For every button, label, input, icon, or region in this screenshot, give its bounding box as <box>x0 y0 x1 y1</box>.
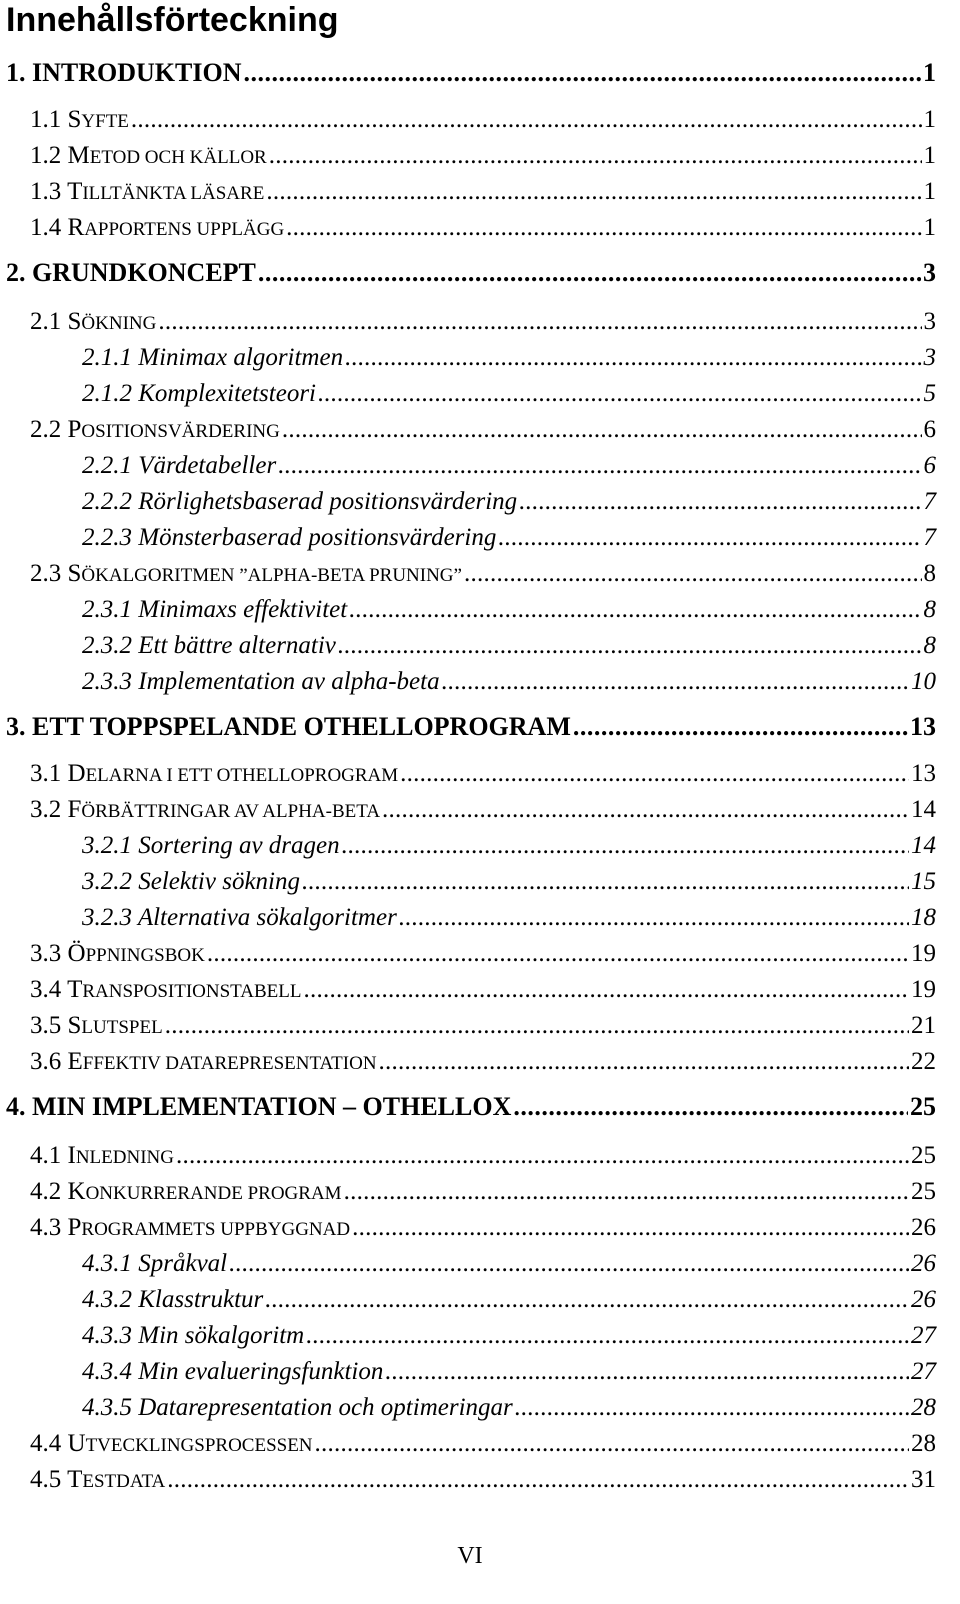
toc-entry-initial: I <box>67 1142 76 1169</box>
toc-entry-label <box>30 1214 350 1242</box>
toc-entry-label <box>30 1466 165 1494</box>
toc-entry[interactable] <box>82 380 936 408</box>
toc-entry-number: 3.2.1 <box>82 832 132 859</box>
toc-entry-number: 2.2.3 <box>82 524 132 551</box>
toc-entry[interactable] <box>30 1178 936 1206</box>
toc-entry-label <box>82 452 276 480</box>
toc-entry-number: 2.1.1 <box>82 344 132 371</box>
toc-entry-label <box>30 1430 313 1458</box>
toc-entry[interactable] <box>82 488 936 516</box>
dot-leader <box>286 214 921 242</box>
toc-entry-page: 19 <box>911 940 936 967</box>
toc-entry-page: 26 <box>911 1214 936 1241</box>
toc-entry-text: ETOD OCH KÄLLOR <box>89 147 267 168</box>
toc-entry-initial: K <box>67 1178 86 1205</box>
toc-entry-label <box>30 1048 377 1076</box>
toc-entry-label <box>30 214 284 242</box>
toc-entry-number: 3.6 <box>30 1048 62 1075</box>
toc-entry[interactable] <box>30 796 936 824</box>
dot-leader <box>265 1286 909 1314</box>
toc-entry-page: 21 <box>911 1012 936 1039</box>
dot-leader <box>266 178 921 206</box>
toc-entry-label <box>82 1322 304 1350</box>
toc-entry-initial: S <box>67 1012 82 1039</box>
toc-entry-page: 8 <box>923 560 936 587</box>
toc-entry-initial: Ö <box>67 940 86 967</box>
toc-entry-label <box>30 416 280 444</box>
toc-entry-page: 8 <box>923 596 936 623</box>
toc-entry-text: PPNINGSBOK <box>85 945 205 966</box>
toc-entry-page: 7 <box>923 488 936 515</box>
dot-leader <box>338 632 922 660</box>
toc-entry-page: 10 <box>911 668 936 695</box>
toc-entry[interactable] <box>30 1430 936 1458</box>
dot-leader <box>176 1142 909 1170</box>
toc-entry-page: 14 <box>911 796 936 823</box>
toc-entry-text: Mönsterbaserad positionsvärdering <box>138 524 497 551</box>
toc-entry-page: 26 <box>911 1286 936 1313</box>
toc-entry-number: 1.4 <box>30 214 62 241</box>
toc-entry-number: 2.2.2 <box>82 488 132 515</box>
dot-leader <box>345 344 921 372</box>
toc-entry-text: ELARNA I ETT OTHELLOPROGRAM <box>85 765 399 786</box>
toc-entry[interactable] <box>30 1012 936 1040</box>
toc-entry-page: 13 <box>910 712 936 741</box>
toc-entry-number: 1. <box>6 58 26 87</box>
toc-entry-number: 3.2.2 <box>82 868 132 895</box>
dot-leader <box>342 832 909 860</box>
dot-leader <box>399 904 909 932</box>
toc-entry-initial: P <box>67 416 82 443</box>
toc-entry-number: 1.2 <box>30 142 62 169</box>
toc-entry-page: 1 <box>923 58 936 87</box>
dot-leader <box>382 796 909 824</box>
toc-entry-number: 2.3.1 <box>82 596 132 623</box>
toc-entry[interactable] <box>82 1286 936 1314</box>
dot-leader <box>167 1466 909 1494</box>
toc-entry-label <box>82 524 496 552</box>
toc-entry-label <box>30 760 398 788</box>
toc-entry[interactable] <box>30 178 936 206</box>
toc-entry-page: 25 <box>911 1142 936 1169</box>
dot-leader <box>385 1358 909 1386</box>
toc-entry-text: ETT TOPPSPELANDE OTHELLOPROGRAM <box>32 712 571 741</box>
toc-entry-text: Selektiv sökning <box>138 868 300 895</box>
toc-entry-page: 3 <box>923 344 936 371</box>
dot-leader <box>282 416 922 444</box>
dot-leader <box>515 1394 909 1422</box>
toc-entry-page: 22 <box>911 1048 936 1075</box>
toc-entry-number: 2.2 <box>30 416 62 443</box>
toc-entry-text: INTRODUKTION <box>32 58 242 87</box>
toc-entry[interactable] <box>6 1092 936 1122</box>
toc-entry-number: 2.1 <box>30 308 62 335</box>
dot-leader <box>306 1322 909 1350</box>
toc-entry-initial: F <box>67 796 82 823</box>
toc-entry-initial: U <box>67 1430 86 1457</box>
toc-entry-page: 1 <box>923 214 936 241</box>
toc-entry-page: 31 <box>911 1466 936 1493</box>
toc-entry-number: 3.2.3 <box>82 904 132 931</box>
toc-entry-text: OSITIONSVÄRDERING <box>81 421 280 442</box>
toc-entry[interactable] <box>82 632 936 660</box>
toc-entry-page: 27 <box>911 1358 936 1385</box>
toc-entry-page: 6 <box>923 416 936 443</box>
toc-entry[interactable] <box>30 308 936 336</box>
toc-entry-page: 14 <box>911 832 936 859</box>
toc-entry-number: 3.1 <box>30 760 62 787</box>
toc-entry-label <box>82 832 340 860</box>
toc-entry[interactable] <box>82 904 936 932</box>
toc-entry-number: 4.3.3 <box>82 1322 132 1349</box>
toc-entry-text: GRUNDKONCEPT <box>32 258 256 287</box>
toc-entry-page: 1 <box>923 142 936 169</box>
toc-entry-number: 1.1 <box>30 106 62 133</box>
toc-entry-text: Min evalueringsfunktion <box>138 1358 384 1385</box>
toc-entry-page: 5 <box>923 380 936 407</box>
dot-leader <box>229 1250 909 1278</box>
toc-entry-page: 1 <box>923 106 936 133</box>
toc-entry-page: 6 <box>923 452 936 479</box>
toc-entry-label <box>30 1142 174 1170</box>
toc-entry-text: Datarepresentation och optimeringar <box>138 1394 513 1421</box>
toc-entry-number: 4.3.5 <box>82 1394 132 1421</box>
toc-entry[interactable] <box>82 596 936 624</box>
toc-entry-text: Språkval <box>138 1250 228 1277</box>
toc-entry-initial: T <box>67 976 83 1003</box>
toc-entry-label <box>82 1358 383 1386</box>
toc-entry-initial: M <box>67 142 90 169</box>
toc-entry-label <box>6 258 256 288</box>
toc-entry-initial: D <box>67 760 86 787</box>
toc-entry-label <box>82 1250 227 1278</box>
toc-entry[interactable] <box>30 976 936 1004</box>
toc-entry-text: Ett bättre alternativ <box>138 632 336 659</box>
toc-entry-number: 4.2 <box>30 1178 62 1205</box>
toc-entry[interactable] <box>30 1214 936 1242</box>
toc-entry-label <box>6 1092 511 1122</box>
toc-entry[interactable] <box>82 1250 936 1278</box>
toc-entry-text: Minimax algoritmen <box>138 344 344 371</box>
toc-entry-number: 2.3 <box>30 560 62 587</box>
toc-entry-number: 2. <box>6 258 26 287</box>
toc-entry-text: Implementation av alpha-beta <box>138 668 440 695</box>
toc-entry-label <box>30 976 301 1004</box>
toc-entry-page: 1 <box>923 178 936 205</box>
toc-entry-initial: P <box>67 1214 82 1241</box>
dot-leader <box>302 868 909 896</box>
toc-entry-number: 2.2.1 <box>82 452 132 479</box>
dot-leader <box>269 142 922 170</box>
toc-entry-text: RANSPOSITIONSTABELL <box>82 981 302 1002</box>
toc-entry-text: LUTSPEL <box>81 1017 163 1038</box>
dot-leader <box>349 596 921 624</box>
toc-entry-text: ONKURRERANDE PROGRAM <box>85 1183 342 1204</box>
dot-leader <box>513 1092 908 1122</box>
toc-entry-label <box>82 868 300 896</box>
toc-entry-label <box>30 1012 163 1040</box>
dot-leader <box>344 1178 909 1206</box>
toc-entry-page: 18 <box>911 904 936 931</box>
toc-entry-number: 3.4 <box>30 976 62 1003</box>
toc-entry-number: 4.3.1 <box>82 1250 132 1277</box>
dot-leader <box>379 1048 909 1076</box>
dot-leader <box>519 488 921 516</box>
toc-entry-number: 4.5 <box>30 1466 62 1493</box>
toc-entry-text: NLEDNING <box>75 1147 174 1168</box>
toc-entry-text: Sortering av dragen <box>138 832 340 859</box>
toc-entry-initial: T <box>67 1466 83 1493</box>
toc-entry-label <box>30 106 129 134</box>
toc-entry[interactable] <box>6 258 936 288</box>
toc-entry[interactable] <box>82 832 936 860</box>
toc-entry[interactable] <box>30 416 936 444</box>
toc-entry[interactable] <box>30 1048 936 1076</box>
dot-leader <box>165 1012 909 1040</box>
toc-entry-initial: S <box>67 106 82 133</box>
toc-entry-page: 25 <box>911 1178 936 1205</box>
toc-entry-text: ESTDATA <box>82 1471 166 1492</box>
toc-entry-page: 3 <box>923 258 936 287</box>
toc-entry-label <box>30 1178 342 1206</box>
toc-entry-label <box>30 560 462 588</box>
toc-entry[interactable] <box>30 560 936 588</box>
toc-entry[interactable] <box>82 868 936 896</box>
toc-entry-page: 13 <box>911 760 936 787</box>
toc-entry-text: TVECKLINGSPROCESSEN <box>85 1435 313 1456</box>
toc-entry-number: 3.3 <box>30 940 62 967</box>
toc-entry-label <box>6 58 241 88</box>
page-number-footer: VI <box>457 1543 483 1569</box>
toc-entry-text: ILLTÄNKTA LÄSARE <box>82 183 265 204</box>
toc-entry-label <box>82 596 347 624</box>
toc-entry-text: YFTE <box>81 111 129 132</box>
toc-entry-page: 28 <box>911 1394 936 1421</box>
toc-entry-number: 2.1.2 <box>82 380 132 407</box>
toc-entry-text: Minimaxs effektivitet <box>138 596 348 623</box>
toc-entry-number: 4. <box>6 1092 26 1121</box>
toc-entry-text: ÖKNING <box>81 313 157 334</box>
toc-entry-text: MIN IMPLEMENTATION – OTHELLOX <box>32 1092 512 1121</box>
toc-entry-label <box>30 142 267 170</box>
dot-leader <box>207 940 909 968</box>
toc-entry-label <box>82 632 336 660</box>
toc-entry[interactable] <box>30 214 936 242</box>
toc-entry-number: 3. <box>6 712 26 741</box>
toc-entry-initial: S <box>67 308 82 335</box>
toc-entry-label <box>30 308 156 336</box>
toc-entry-text: APPORTENS UPPLÄGG <box>84 219 285 240</box>
toc-entry-number: 4.1 <box>30 1142 62 1169</box>
toc-entry[interactable] <box>82 452 936 480</box>
dot-leader <box>400 760 909 788</box>
dot-leader <box>131 106 922 134</box>
dot-leader <box>243 58 921 88</box>
toc-entry-label <box>82 1286 263 1314</box>
toc-entry-label <box>82 344 343 372</box>
toc-entry[interactable] <box>30 940 936 968</box>
toc-entry-page: 3 <box>923 308 936 335</box>
toc-entry[interactable] <box>30 1466 936 1494</box>
toc-entry-initial: S <box>67 560 82 587</box>
toc-entry-number: 4.3 <box>30 1214 62 1241</box>
toc-entry-label <box>82 904 397 932</box>
toc-entry-label <box>30 178 264 206</box>
toc-entry[interactable] <box>30 106 936 134</box>
toc-entry-page: 8 <box>923 632 936 659</box>
dot-leader <box>303 976 909 1004</box>
toc-entry-label <box>6 712 571 742</box>
toc-entry-page: 28 <box>911 1430 936 1457</box>
toc-entry-page: 15 <box>911 868 936 895</box>
toc-entry-text: ÖKALGORITMEN ”ALPHA-BETA PRUNING” <box>81 565 462 586</box>
toc-entry-label <box>82 380 316 408</box>
toc-entry-number: 3.2 <box>30 796 62 823</box>
toc-entry-label <box>82 1394 513 1422</box>
toc-entry-initial: R <box>67 214 85 241</box>
toc-entry-text: ÖRBÄTTRINGAR AV ALPHA-BETA <box>81 801 381 822</box>
toc-entry[interactable] <box>30 142 936 170</box>
toc-entry-number: 4.4 <box>30 1430 62 1457</box>
toc-entry-text: Klasstruktur <box>138 1286 264 1313</box>
toc-entry-text: FFEKTIV DATAREPRESENTATION <box>82 1053 377 1074</box>
toc-entry-page: 26 <box>911 1250 936 1277</box>
toc-entry[interactable] <box>6 58 936 88</box>
dot-leader <box>498 524 921 552</box>
toc-entry-label <box>30 796 380 824</box>
page-title: Innehållsförteckning <box>6 1 339 39</box>
toc-entry-page: 7 <box>923 524 936 551</box>
toc-entry-number: 4.3.2 <box>82 1286 132 1313</box>
toc-entry-number: 2.3.2 <box>82 632 132 659</box>
toc-entry-label <box>82 488 517 516</box>
toc-entry-page: 19 <box>911 976 936 1003</box>
toc-entry-number: 4.3.4 <box>82 1358 132 1385</box>
dot-leader <box>352 1214 909 1242</box>
toc-entry-number: 1.3 <box>30 178 62 205</box>
toc-entry[interactable] <box>82 524 936 552</box>
toc-entry-page: 25 <box>910 1092 936 1121</box>
toc-entry-label <box>30 940 205 968</box>
toc-entry-text: Komplexitetsteori <box>138 380 316 407</box>
toc-entry[interactable] <box>82 344 936 372</box>
toc-entry-initial: E <box>67 1048 83 1075</box>
toc-entry-page: 27 <box>911 1322 936 1349</box>
toc-entry-text: Värdetabeller <box>138 452 277 479</box>
dot-leader <box>278 452 921 480</box>
toc-entry-number: 2.3.3 <box>82 668 132 695</box>
toc-entry-number: 3.5 <box>30 1012 62 1039</box>
dot-leader <box>464 560 922 588</box>
toc-entry[interactable] <box>82 668 936 696</box>
toc-entry-text: Rörlighetsbaserad positionsvärdering <box>138 488 518 515</box>
toc-entry-text: Alternativa sökalgoritmer <box>137 904 397 931</box>
toc-entry[interactable] <box>30 760 936 788</box>
dot-leader <box>318 380 922 408</box>
dot-leader <box>442 668 909 696</box>
toc-entry[interactable] <box>82 1358 936 1386</box>
toc-entry-label <box>82 668 440 696</box>
toc-entry-text: Min sökalgoritm <box>138 1322 305 1349</box>
dot-leader <box>258 258 921 288</box>
toc-entry-text: ROGRAMMETS UPPBYGGNAD <box>81 1219 351 1240</box>
toc-entry[interactable] <box>82 1394 936 1422</box>
toc-entry[interactable] <box>30 1142 936 1170</box>
dot-leader <box>158 308 921 336</box>
toc-entry-initial: T <box>67 178 83 205</box>
dot-leader <box>573 712 908 742</box>
toc-entry[interactable] <box>82 1322 936 1350</box>
toc-entry[interactable] <box>6 712 936 742</box>
dot-leader <box>315 1430 909 1458</box>
